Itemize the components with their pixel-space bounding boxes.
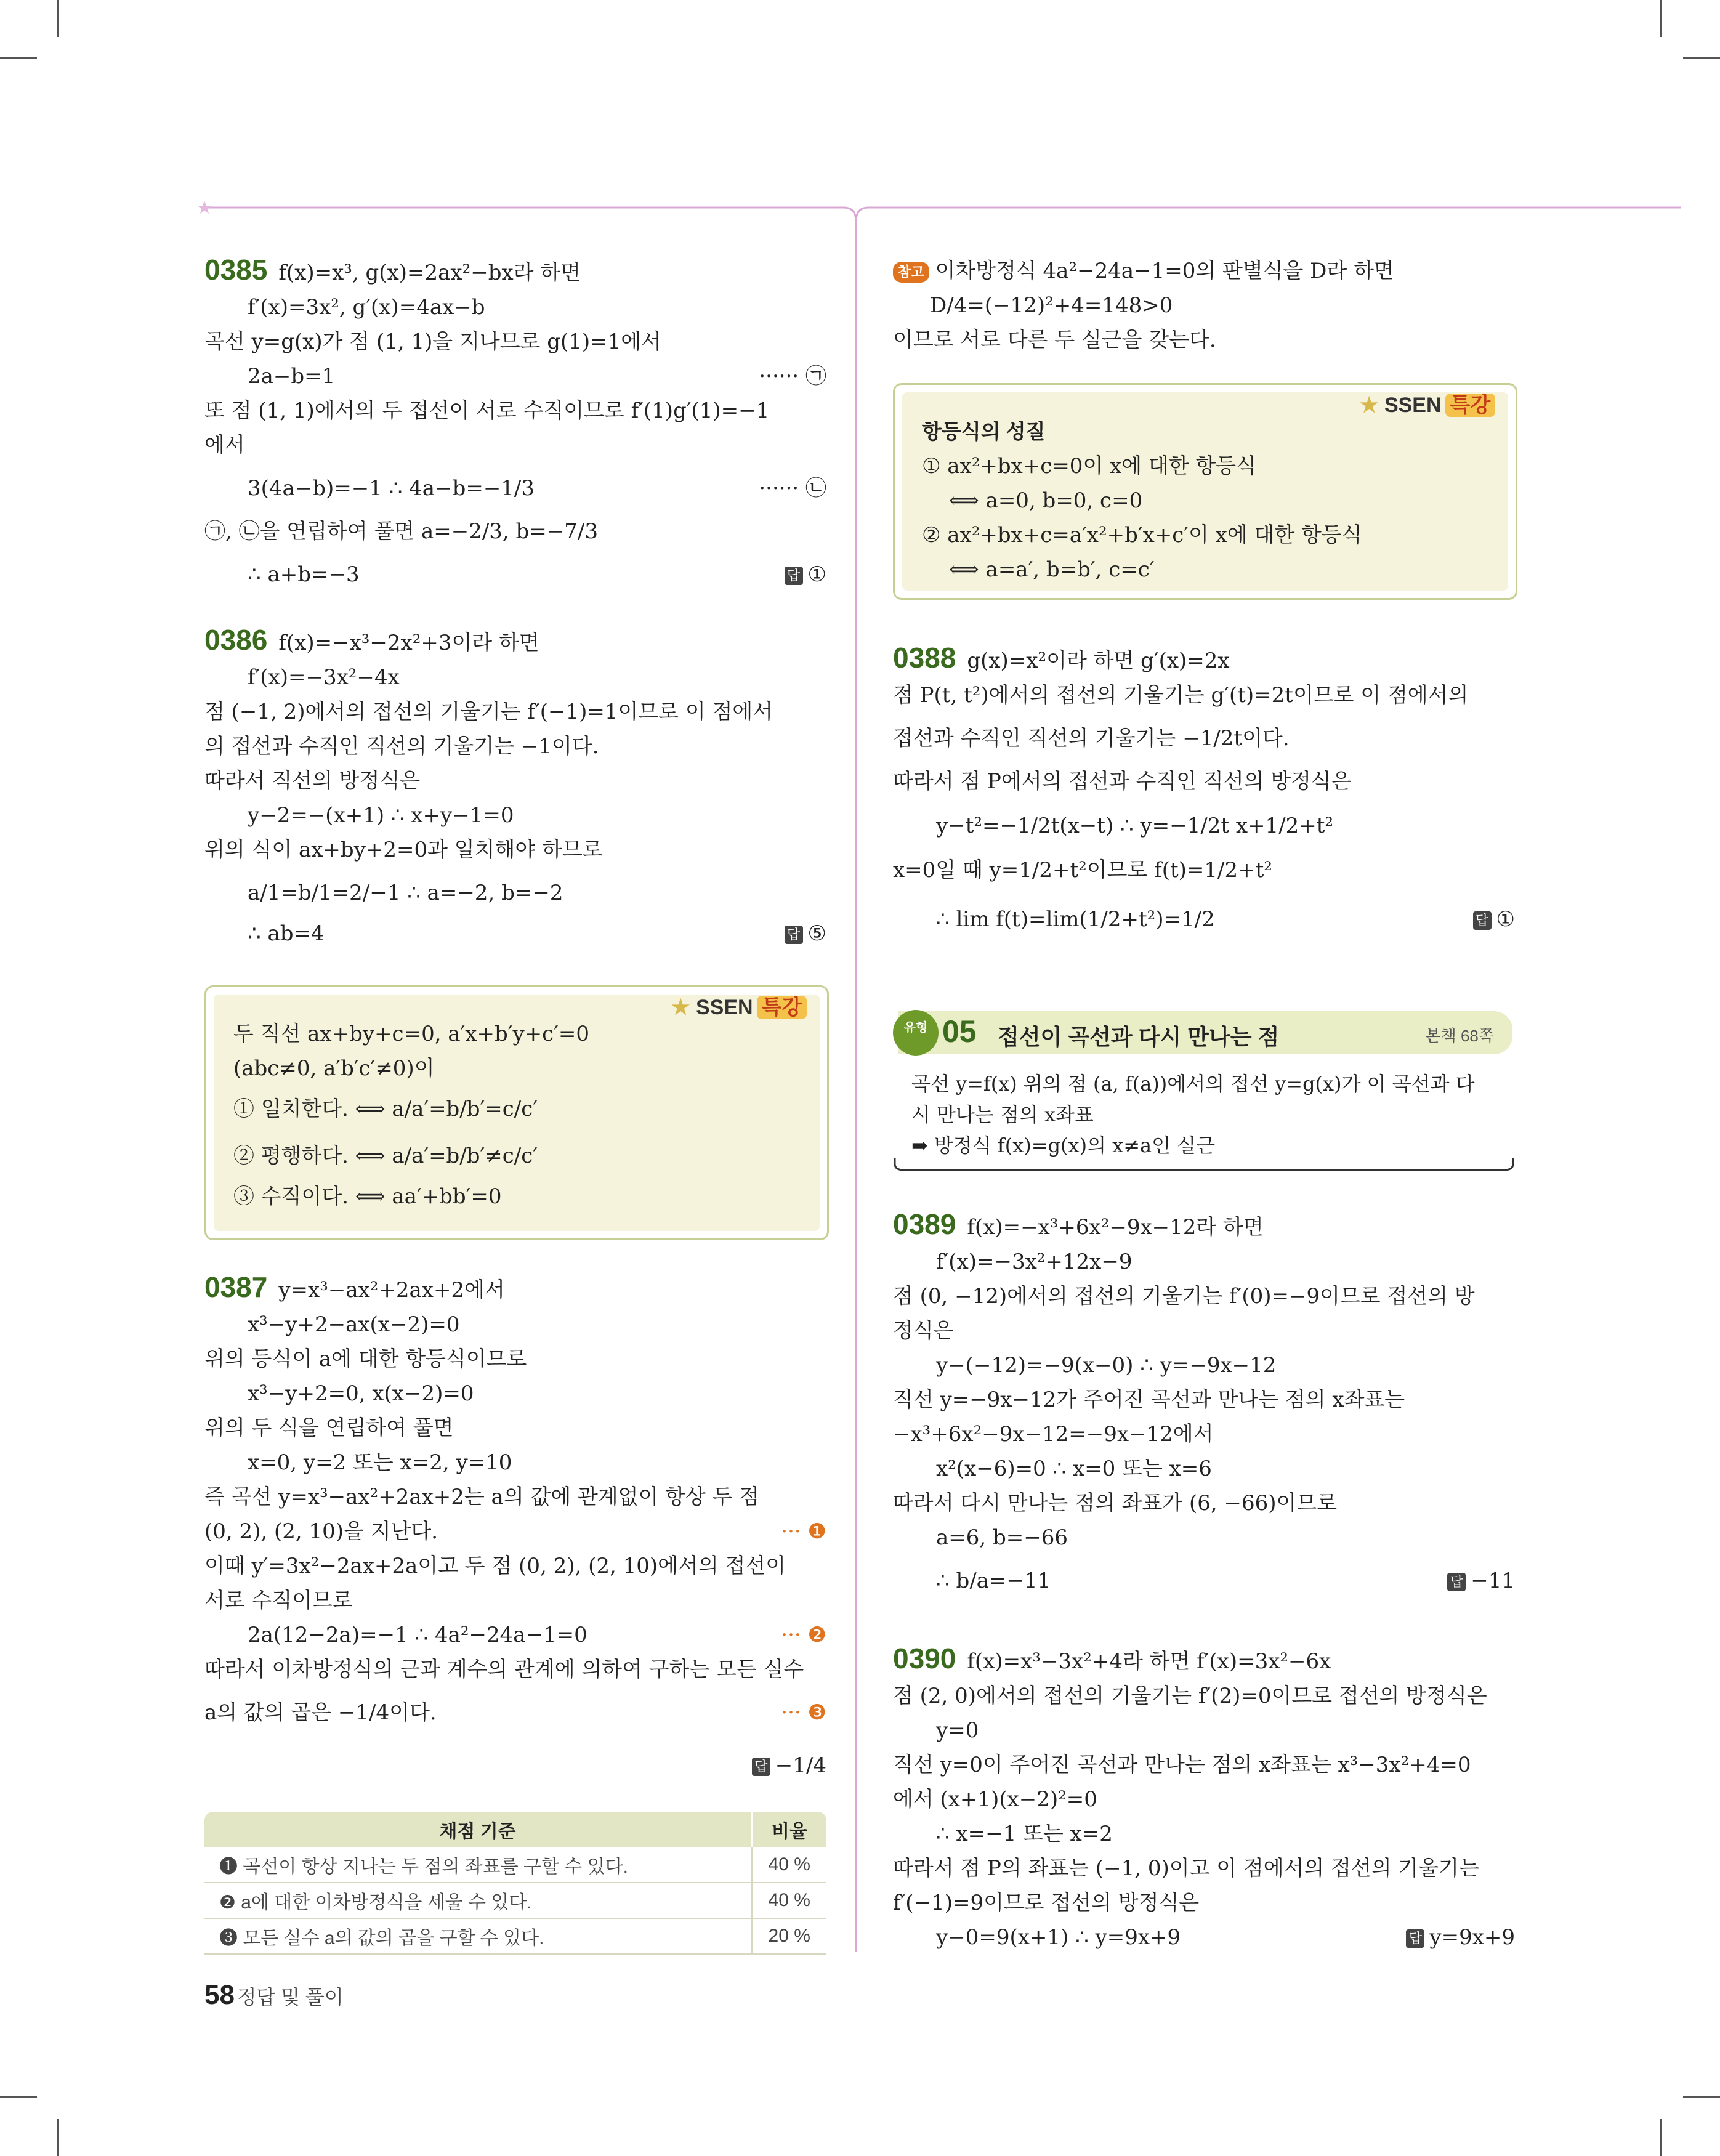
problem-0385: 0385 f(x)=x³, g(x)=2ax²−bx라 하면 f′(x)=3x², g′(x)=4ax−b 곡선 y=g(x)가 점 (1, 1)을 지나므로 g(1)=1에서 2a−b=1 ······ ㉠ 또 점 (1, 1)에서의 두 접선이 서로 수직이므로 f′(1)g′(1)=−1 에서 3(4a−b)=−1 ∴ 4a−b=−1/3 ······ ㉡ ㉠, ㉡을 연립하여 풀면 a=−2/3, b=−7/3 ∴ a+b=−3 답 ①	[204, 252, 826, 592]
answer-badge: 답	[1473, 911, 1492, 930]
right-column-mid	[893, 640, 1515, 937]
problem-0390: 0390 f(x)=x³−3x²+4라 하면 f′(x)=3x²−6x 점 (2, 0)에서의 접선의 기울기는 f′(2)=0이므로 접선의 방정식은 y=0 직선 y=0이 주어진 곡선과 만나는 점의 x좌표는 x³−3x²+4=0 에서 (x+1)(x−2)²=0 ∴ x=−1 또는 x=2 따라서 점 P의 좌표는 (−1, 0)이고 이 점에서의 접선의 기울기는 f′(−1)=9이므로 접선의 방정식은 y−0=9(x+1) ∴ y=9x+9 답 y=9x+9	[893, 1641, 1515, 1955]
star-icon	[198, 201, 211, 214]
scoring-table	[204, 1812, 826, 1955]
crop-mark	[1683, 57, 1720, 59]
answer-badge: 답	[1447, 1573, 1466, 1591]
footer-label: 정답 및 풀이	[237, 1986, 344, 2008]
problem-number: 0389	[893, 1208, 956, 1240]
crop-mark	[57, 0, 59, 37]
problem-0386: 0386 f(x)=−x³−2x²+3이라 하면 f′(x)=−3x²−4x 점 (−1, 2)에서의 접선의 기울기는 f′(−1)=1이므로 이 점에서 의 접선과 수직인 직선의 기울기는 −1이다. 따라서 직선의 방정식은 y−2=−(x+1) ∴ x+y−1=0 위의 식이 ax+by+2=0과 일치해야 하므로 a/1=b/1=2/−1 ∴ a=−2, b=−2 ∴ ab=4 답 ⑤	[204, 623, 826, 951]
type-bracket	[893, 1158, 1515, 1176]
answer: 답 ①	[785, 557, 826, 592]
answer-badge: 답	[752, 1758, 770, 1776]
crop-mark	[1660, 0, 1662, 37]
crop-mark	[0, 2096, 37, 2098]
right-column-lower	[893, 1207, 1515, 1955]
problem-number: 0385	[204, 254, 268, 286]
problem-number: 0386	[204, 624, 268, 656]
table-row: ❶ 곡선이 항상 지나는 두 점의 좌표를 구할 수 있다. 40 %	[204, 1847, 826, 1883]
crop-mark	[1683, 2096, 1720, 2098]
table-header-criteria: 채점 기준	[204, 1812, 752, 1847]
note-block: 참고 이차방정식 4a²−24a−1=0의 판별식을 D라 하면 D/4=(−12)²+4=148>0 이므로 서로 다른 두 실근을 갖는다.	[893, 259, 1394, 352]
left-column	[204, 252, 826, 951]
problem-0388: 0388 g(x)=x²이라 하면 g′(x)=2x 점 P(t, t²)에서의 접선의 기울기는 g′(t)=2t이므로 이 점에서의 접선과 수직인 직선의 기울기는 −1/2t이다. 따라서 점 P에서의 접선과 수직인 직선의 방정식은 y−t²=−1/2t(x−t) ∴ y=−1/2t x+1/2+t² x=0일 때 y=1/2+t²이므로 f(t)=1/2+t² ∴ lim f(t)=lim(1/2+t²)=1/2 답 ①	[893, 640, 1515, 937]
answer: 답 ⑤	[785, 916, 826, 951]
right-column	[893, 254, 1515, 357]
crop-mark	[1660, 2119, 1662, 2156]
left-column-lower	[204, 1270, 826, 1783]
problem-number: 0388	[893, 642, 956, 674]
page-footer	[204, 1980, 344, 2011]
ssen-box-lines: 두 직선 ax+by+c=0, a′x+b′y+c′=0 (abc≠0, a′b′c′≠0)이 ① 일치한다. ⟺ a/a′=b/b′=c/c′ ② 평행하다. ⟺ a/a′=b/b′≠c/c′ ③ 수직이다. ⟺ aa′+bb′=0	[204, 985, 829, 1240]
problem-number: 0387	[204, 1271, 268, 1303]
crop-mark	[57, 2119, 59, 2156]
star-icon: ★	[1360, 394, 1379, 417]
table-header	[204, 1812, 826, 1847]
table-row: ❸ 모든 실수 a의 값의 곱을 구할 수 있다. 20 %	[204, 1918, 826, 1954]
type-description: 곡선 y=f(x) 위의 점 (a, f(a))에서의 접선 y=g(x)가 이 곡선과 다 시 만나는 점의 x좌표 ➡ 방정식 f(x)=g(x)의 x≠a인 실근	[911, 1072, 1475, 1157]
type-badge: 유형 05	[893, 1010, 939, 1056]
star-icon: ★	[671, 996, 690, 1019]
note-badge: 참고	[893, 262, 929, 283]
crop-mark	[0, 57, 37, 59]
type-title: 접선이 곡선과 다시 만나는 점	[998, 1024, 1280, 1049]
type-header	[898, 1011, 1512, 1054]
answer: 답 y=9x+9	[1406, 1920, 1515, 1955]
answer: 답 −11	[1447, 1564, 1515, 1598]
table-header-ratio: 비율	[752, 1812, 827, 1847]
answer: 답 ①	[1473, 902, 1515, 937]
ssen-box-identity: 항등식의 성질 ① ax²+bx+c=0이 x에 대한 항등식 ⟺ a=0, b=0, c=0 ② ax²+bx+c=a′x²+b′x+c′이 x에 대한 항등식 ⟺ a=a′, b=b′, c=c′	[893, 383, 1517, 600]
answer: −1/4	[775, 1753, 826, 1778]
ssen-logo: ★ SSEN 특강	[671, 990, 807, 1020]
problem-0389: 0389 f(x)=−x³+6x²−9x−12라 하면 f′(x)=−3x²+12x−9 점 (0, −12)에서의 접선의 기울기는 f′(0)=−9이므로 접선의 방 정식은 y−(−12)=−9(x−0) ∴ y=−9x−12 직선 y=−9x−12가 주어진 곡선과 만나는 점의 x좌표는 −x³+6x²−9x−12=−9x−12에서 x²(x−6)=0 ∴ x=0 또는 x=6 따라서 다시 만나는 점의 좌표가 (6, −66)이므로 a=6, b=−66 ∴ b/a=−11 답 −11	[893, 1207, 1515, 1598]
problem-number: 0390	[893, 1642, 956, 1674]
ssen-logo: ★ SSEN 특강	[1360, 388, 1495, 418]
answer-badge: 답	[1406, 1929, 1424, 1948]
type-page-ref: 본책 68쪽	[1425, 1027, 1494, 1045]
table-row: ❷ a에 대한 이차방정식을 세울 수 있다. 40 %	[204, 1883, 826, 1918]
answer-badge: 답	[785, 926, 803, 944]
page-number: 58	[204, 1980, 235, 2010]
answer-badge: 답	[785, 567, 803, 585]
problem-0387: 0387 y=x³−ax²+2ax+2에서 x³−y+2−ax(x−2)=0 위의 등식이 a에 대한 항등식이므로 x³−y+2=0, x(x−2)=0 위의 두 식을 연립하여 풀면 x=0, y=2 또는 x=2, y=10 즉 곡선 y=x³−ax²+2ax+2는 a의 값에 관계없이 항상 두 점 (0, 2), (2, 10)을 지난다. ··· ❶ 이때 y′=3x²−2ax+2a이고 두 점 (0, 2), (2, 10)에서의 접선이 서로 수직이므로 2a(12−2a)=−1 ∴ 4a²−24a−1=0 ··· ❷ 따라서 이차방정식의 근과 계수의 관계에 의하여 구하는 모든 실수 a의 값의 곱은 −1/4이다. ··· ❸ 답 −1/4	[204, 1271, 826, 1778]
